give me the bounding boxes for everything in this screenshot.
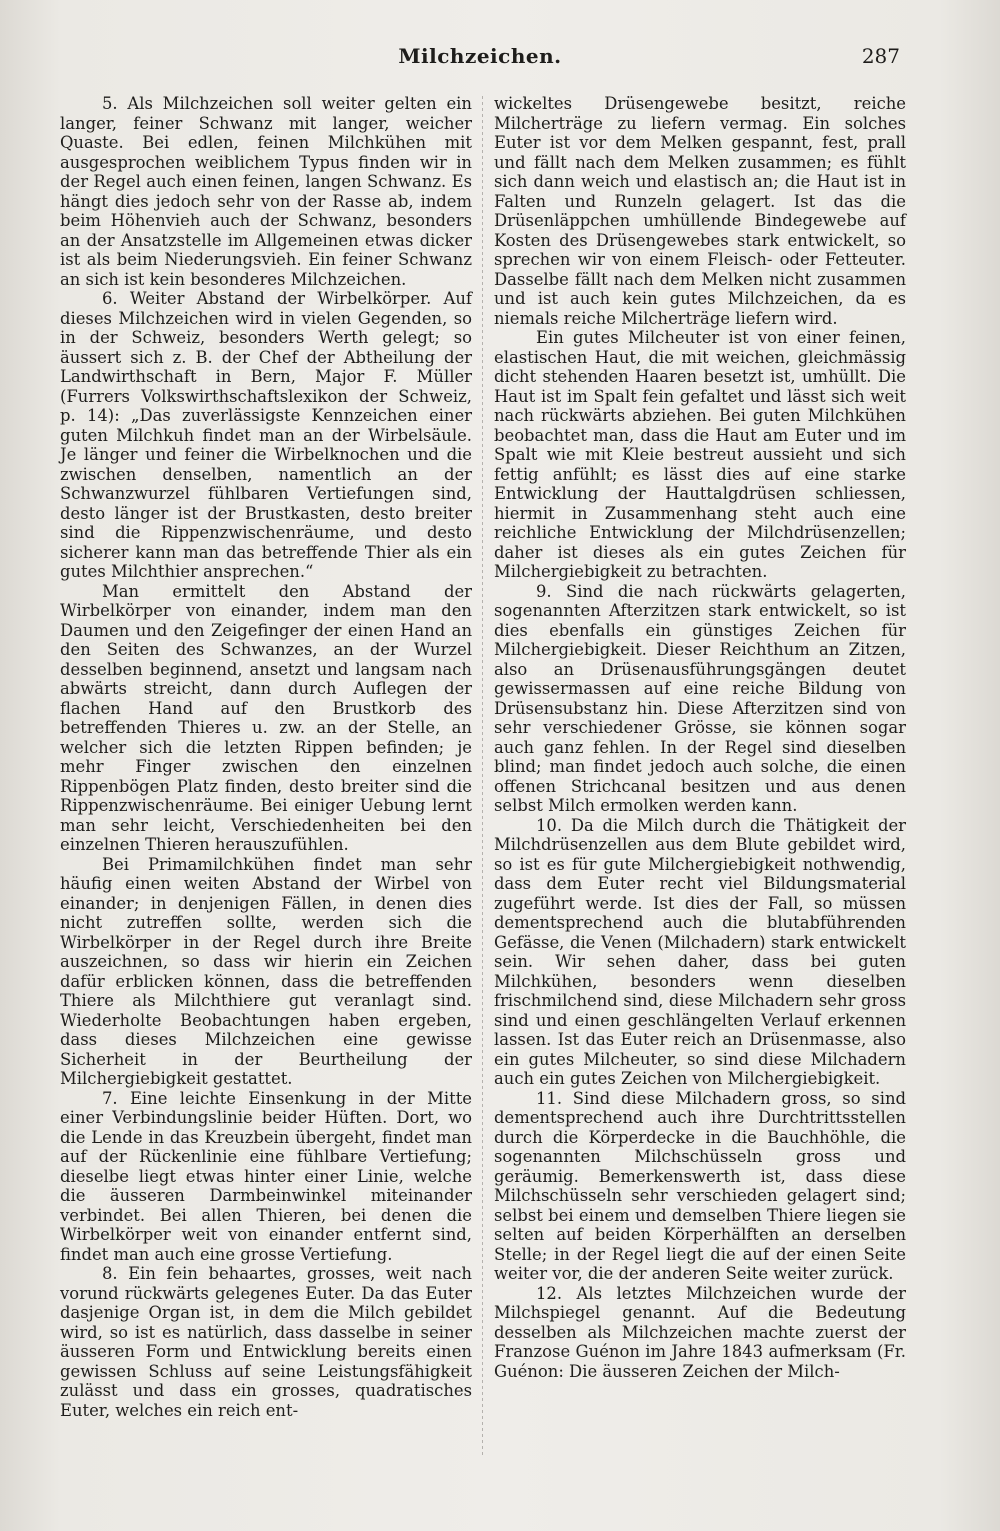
- paragraph-11: 11. Sind diese Milchadern gross, so sind dementsprechend auch ihre Durchtrittsstellen durch die Körperdecke in die Bauchhöhle, die sogenannten Milchschüsseln gross und geräumig. Bemerkenswerth ist, dass diese Milchschüsseln sehr verschieden gelagert sind; selbst bei einem und demselben Thiere liegen sie selten auf beiden Körperhälften an derselben Stelle; in der Regel liegt die auf der einen Seite weiter vor, die der anderen Seite weiter zurück.: [494, 1088, 906, 1283]
- paragraph-8-continued: wickeltes Drüsengewebe besitzt, reiche Milcherträge zu liefern vermag. Ein solches Euter ist vor dem Melken gespannt, fest, prall und fällt nach dem Melken zusammen; es fühlt sich dann weich und elastisch an; die Haut ist in Falten und Runzeln gelagert. Ist das die Drüsenläppchen umhüllende Bindegewebe auf Kosten des Drüsengewebes stark entwickelt, so sprechen wir von einem Fleisch- oder Fetteuter. Dasselbe fällt nach dem Melken nicht zusammen und ist auch kein gutes Milchzeichen, da es niemals reiche Milcherträge liefern wird.: [494, 94, 906, 328]
- column-divider: [482, 96, 483, 1456]
- paragraph-12: 12. Als letztes Milchzeichen wurde der Milchspiegel genannt. Auf die Bedeutung desselben als Milchzeichen machte zuerst der Franzose Guénon im Jahre 1843 aufmerksam (Fr. Guénon: Die äusseren Zeichen der Milch-: [494, 1283, 906, 1381]
- right-column: [494, 94, 906, 1381]
- paragraph-5-tail: 5. Als Milchzeichen soll weiter gelten ein langer, feiner Schwanz mit langer, weicher Quaste. Bei edlen, feinen Milchkühen mit ausgesprochen weiblichem Typus finden wir in der Regel auch einen feinen, langen Schwanz. Es hängt dies jedoch sehr von der Rasse ab, indem beim Höhenvieh auch der Schwanz, besonders an der Ansatzstelle im Allgemeinen etwas dicker ist als beim Niederungsvieh. Ein feiner Schwanz an sich ist kein besonderes Milchzeichen.: [60, 94, 472, 289]
- paragraph-6-observation: Bei Primamilchkühen findet man sehr häufig einen weiten Abstand der Wirbel von einander; in denjenigen Fällen, in denen dies nicht zutreffen sollte, werden sich die Wirbelkörper in der Regel durch ihre Breite auszeichnen, so dass wir hierin ein Zeichen dafür erblicken können, dass die betreffenden Thiere als Milchthiere gut veranlagt sind. Wiederholte Beobachtungen haben ergeben, dass dieses Milchzeichen eine gewisse Sicherheit in der Beurtheilung der Milchergiebigkeit gestattet.: [60, 854, 472, 1088]
- paragraph-6-method: Man ermittelt den Abstand der Wirbelkörper von einander, indem man den Daumen und den Zeigefinger der einen Hand an den Seiten des Schwanzes, an der Wurzel desselben beginnend, ansetzt und langsam nach abwärts streicht, dann durch Auflegen der flachen Hand auf den Brustkorb des betreffenden Thieres u. zw. an der Stelle, an welcher sich die letzten Rippen befinden; je mehr Finger zwischen den einzelnen Rippenbögen Platz finden, desto breiter sind die Rippenzwischenräume. Bei einiger Uebung lernt man sehr leicht, Verschiedenheiten bei den einzelnen Thieren herauszufühlen.: [60, 581, 472, 854]
- paragraph-8: 8. Ein fein behaartes, grosses, weit nach vorund rückwärts gelegenes Euter. Da das Euter dasjenige Organ ist, in dem die Milch gebildet wird, so ist es natürlich, dass dasselbe in seiner äusseren Form und Entwicklung bereits einen gewissen Schluss auf seine Leistungsfähigkeit zulässt und dass ein grosses, quadratisches Euter, welches ein reich ent-: [60, 1264, 472, 1420]
- paragraph-6: 6. Weiter Abstand der Wirbelkörper. Auf dieses Milchzeichen wird in vielen Gegenden, so in der Schweiz, besonders Werth gelegt; so äussert sich z. B. der Chef der Abtheilung der Landwirthschaft in Bern, Major F. Müller (Furrers Volkswirthschaftslexikon der Schweiz, p. 14): „Das zuverlässigste Kennzeichen einer guten Milchkuh findet man an der Wirbelsäule. Je länger und feiner die Wirbelknochen und die zwischen denselben, namentlich an der Schwanzwurzel fühlbaren Vertiefungen sind, desto länger ist der Brustkasten, desto breiter sind die Rippenzwischenräume, und desto sicherer kann man das betreffende Thier als ein gutes Milchthier ansprechen.“: [60, 289, 472, 581]
- running-title: Milchzeichen.: [398, 44, 562, 68]
- paragraph-10: 10. Da die Milch durch die Thätigkeit der Milchdrüsenzellen aus dem Blute gebildet wird, so ist es für gute Milchergiebigkeit nothwendig, dass dem Euter recht viel Bildungsmaterial zugeführt werde. Ist dies der Fall, so müssen dementsprechend auch die blutabführenden Gefässe, die Venen (Milchadern) stark entwickelt sein. Wir sehen daher, dass bei guten Milchkühen, besonders wenn dieselben frischmilchend sind, diese Milchadern sehr gross sind und einen geschlängelten Verlauf erkennen lassen. Ist das Euter reich an Drüsenmasse, also ein gutes Milcheuter, so sind diese Milchadern auch ein gutes Zeichen von Milchergiebigkeit.: [494, 815, 906, 1088]
- left-column: [60, 94, 472, 1420]
- page-number: 287: [861, 44, 900, 68]
- paragraph-8-udder: Ein gutes Milcheuter ist von einer feinen, elastischen Haut, die mit weichen, gleichmässig dicht stehenden Haaren besetzt ist, umhüllt. Die Haut ist im Spalt fein gefaltet und lässt sich weit nach rückwärts abziehen. Bei guten Milchkühen beobachtet man, dass die Haut am Euter und im Spalt wie mit Kleie bestreut aussieht und sich fettig anfühlt; es lässt dies auf eine starke Entwicklung der Hauttalgdrüsen schliessen, hiermit in Zusammenhang steht auch eine reichliche Entwicklung der Milchdrüsenzellen; daher ist dieses als ein gutes Zeichen für Milchergiebigkeit zu betrachten.: [494, 328, 906, 581]
- paragraph-7: 7. Eine leichte Einsenkung in der Mitte einer Verbindungslinie beider Hüften. Dort, wo die Lende in das Kreuzbein übergeht, findet man auf der Rückenlinie eine fühlbare Vertiefung; dieselbe liegt etwas hinter einer Linie, welche die äusseren Darmbeinwinkel miteinander verbindet. Bei allen Thieren, bei denen die Wirbelkörper weit von einander entfernt sind, findet man auch eine grosse Vertiefung.: [60, 1088, 472, 1264]
- paragraph-9: 9. Sind die nach rückwärts gelagerten, sogenannten Afterzitzen stark entwickelt, so ist dies ebenfalls ein günstiges Zeichen für Milchergiebigkeit. Dieser Reichthum an Zitzen, also an Drüsenausführungsgängen deutet gewissermassen auf eine reiche Bildung von Drüsensubstanz hin. Diese Afterzitzen sind von sehr verschiedener Grösse, sie können sogar auch ganz fehlen. In der Regel sind dieselben blind; man findet jedoch auch solche, die einen offenen Strichcanal besitzen und aus denen selbst Milch ermolken werden kann.: [494, 581, 906, 815]
- page-header: [60, 44, 900, 74]
